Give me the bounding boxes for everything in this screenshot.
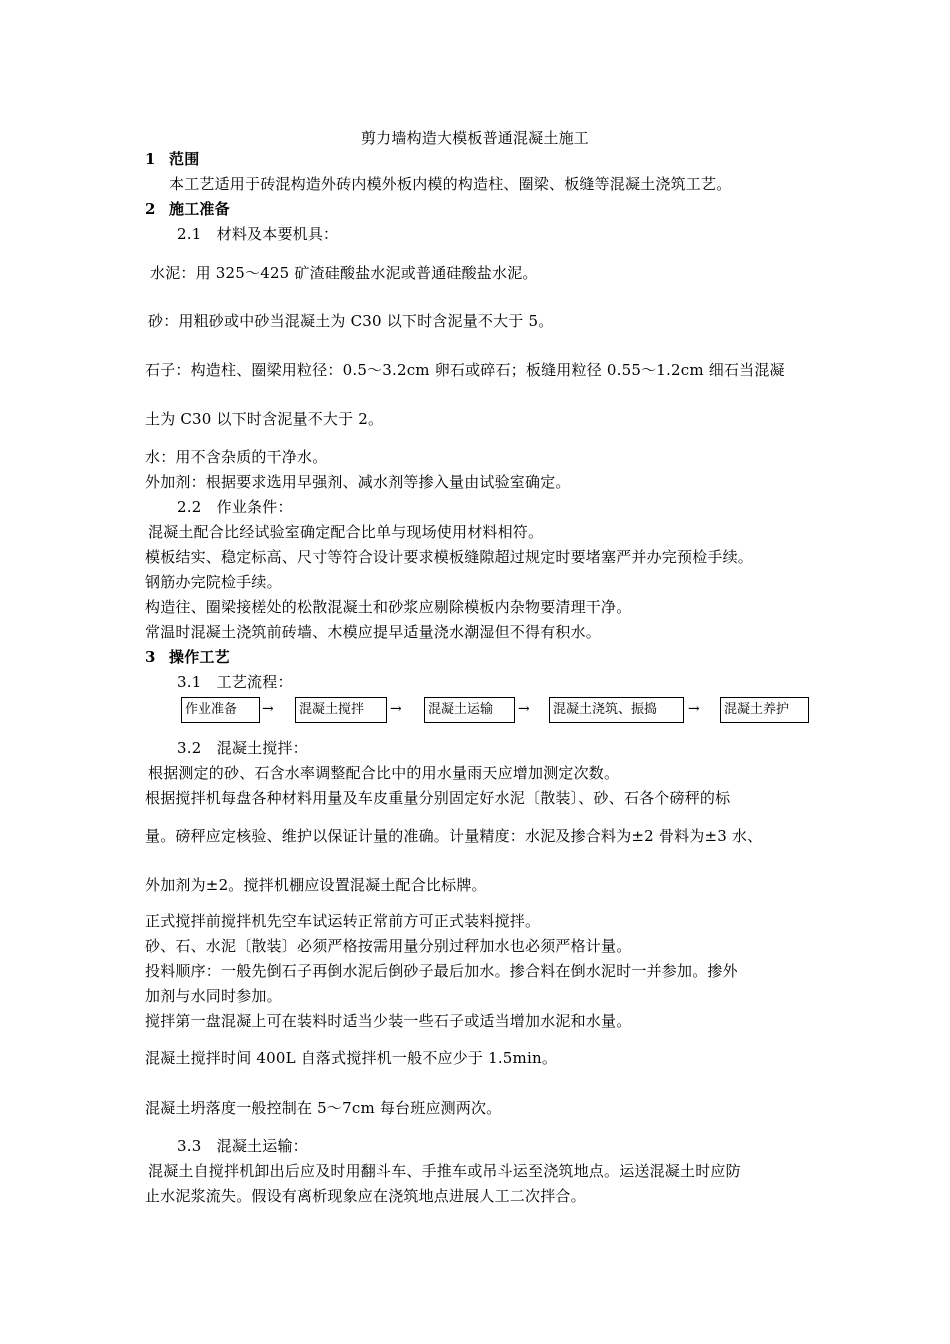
paragraph-line: 量。磅秤应定核验、维护以保证计量的准确。计量精度：水泥及掺合料为±2 骨料为±3 水、 <box>145 827 763 845</box>
section-1-text: 本工艺适用于砖混构造外砖内模外板内模的构造柱、圈梁、板缝等混凝土浇筑工艺。 <box>169 175 732 193</box>
paragraph-line: 投料顺序：一般先倒石子再倒水泥后倒砂子最后加水。掺合料在倒水泥时一并参加。掺外 <box>145 962 738 980</box>
paragraph-line: 石子：构造柱、圈梁用粒径：0.5～3.2cm 卵石或碎石；板缝用粒径 0.55～1.2cm 细石当混凝 <box>145 361 785 379</box>
subsection-3-1-heading: 3.1 工艺流程： <box>177 673 293 691</box>
flow-arrow-icon: → <box>518 701 530 717</box>
flow-step-box: 混凝土运输 <box>424 697 515 723</box>
flow-step-box: 混凝土养护 <box>720 697 809 723</box>
section-1-heading: 范围 <box>169 150 200 168</box>
section-3-number: 3 <box>145 648 156 666</box>
flow-arrow-icon: → <box>390 701 402 717</box>
paragraph-line: 外加剂：根据要求选用早强剂、减水剂等掺入量由试验室确定。 <box>145 473 571 491</box>
flow-step-box: 作业准备 <box>181 697 260 723</box>
paragraph-line: 混凝土自搅拌机卸出后应及时用翻斗车、手推车或吊斗运至浇筑地点。运送混凝土时应防 <box>148 1162 741 1180</box>
subsection-2-2-heading: 2.2 作业条件： <box>177 498 293 516</box>
paragraph-line: 混凝土配合比经试验室确定配合比单与现场使用材料相符。 <box>148 523 544 541</box>
paragraph-line: 常温时混凝土浇筑前砖墙、木模应提早适量浇水潮湿但不得有积水。 <box>145 623 602 641</box>
paragraph-line: 外加剂为±2。搅拌机棚应设置混凝土配合比标牌。 <box>145 876 487 894</box>
paragraph-line: 加剂与水同时参加。 <box>145 987 282 1005</box>
paragraph-line: 土为 C30 以下时含泥量不大于 2。 <box>145 410 384 428</box>
paragraph-line: 砂：用粗砂或中砂当混凝土为 C30 以下时含泥量不大于 5。 <box>148 312 554 330</box>
paragraph-line: 构造往、圈梁接槎处的松散混凝土和砂浆应剔除模板内杂物要清理干净。 <box>145 598 632 616</box>
subsection-3-3-heading: 3.3 混凝土运输： <box>177 1137 308 1155</box>
subsection-2-1-heading: 2.1 材料及本要机具： <box>177 225 339 243</box>
paragraph-line: 水：用不含杂质的干净水。 <box>145 448 328 466</box>
paragraph-line: 混凝土坍落度一般控制在 5～7cm 每台班应测两次。 <box>145 1099 502 1117</box>
subsection-3-2-heading: 3.2 混凝土搅拌： <box>177 739 308 757</box>
paragraph-line: 搅拌第一盘混凝上可在装料时适当少装一些石子或适当增加水泥和水量。 <box>145 1012 632 1030</box>
paragraph-line: 正式搅拌前搅拌机先空车试运转正常前方可正式装料搅拌。 <box>145 912 541 930</box>
section-1-number: 1 <box>145 150 156 168</box>
paragraph-line: 模板结实、稳定标高、尺寸等符合设计要求模板缝隙超过规定时要堵塞严并办完预检手续。 <box>145 548 754 566</box>
flow-step-box: 混凝土浇筑、振捣 <box>549 697 684 723</box>
page-title: 剪力墙构造大模板普通混凝土施工 <box>360 129 589 147</box>
flow-arrow-icon: → <box>262 701 274 717</box>
flow-step-box: 混凝土搅拌 <box>295 697 387 723</box>
paragraph-line: 水泥：用 325～425 矿渣硅酸盐水泥或普通硅酸盐水泥。 <box>150 264 538 282</box>
flow-arrow-icon: → <box>688 701 700 717</box>
section-2-number: 2 <box>145 200 156 218</box>
paragraph-line: 钢筋办完院检手续。 <box>145 573 282 591</box>
paragraph-line: 砂、石、水泥〔散装〕必须严格按需用量分别过秤加水也必须严格计量。 <box>145 937 632 955</box>
section-2-heading: 施工准备 <box>169 200 230 218</box>
paragraph-line: 止水泥浆流失。假设有离析现象应在浇筑地点进展人工二次拌合。 <box>145 1187 586 1205</box>
paragraph-line: 混凝土搅拌时间 400L 自落式搅拌机一般不应少于 1.5min。 <box>145 1049 558 1067</box>
paragraph-line: 根据测定的砂、石含水率调整配合比中的用水量雨天应增加测定次数。 <box>148 764 620 782</box>
paragraph-line: 根据搅拌机每盘各种材料用量及车皮重量分别固定好水泥〔散装〕、砂、石各个磅秤的标 <box>145 789 731 807</box>
section-3-heading: 操作工艺 <box>169 648 230 666</box>
